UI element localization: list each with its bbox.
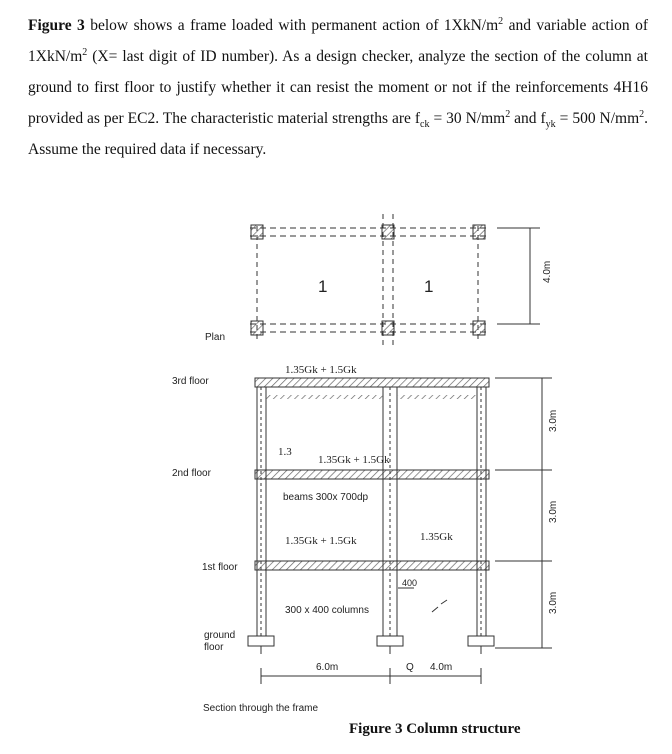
question-part: (X= last digit of ID number). As a design checker, analyze the section of the column at ground to first floor to justify whether it can resist the moment or not if the reinforcements 4H16 provided as per EC2. The characteristic material strengths are f bbox=[28, 48, 648, 127]
section-caption: Section through the frame bbox=[203, 703, 319, 714]
superscript: 2 bbox=[82, 46, 88, 58]
question-part: and f bbox=[510, 110, 546, 127]
floor-label-3rd: 3rd floor bbox=[172, 376, 209, 387]
load-low-left: 1.35Gk + 1.5Gk bbox=[285, 535, 357, 547]
load-mid: 1.35Gk + 1.5Gk bbox=[318, 454, 390, 466]
storey-dim-1: 3.0m bbox=[548, 409, 559, 432]
foundation-middle bbox=[377, 636, 403, 646]
storey-dim-2: 3.0m bbox=[548, 500, 559, 523]
plan-label: Plan bbox=[205, 332, 226, 343]
storey-dim-3: 3.0m bbox=[548, 591, 559, 614]
slab-strip bbox=[266, 395, 383, 399]
load-top: 1.35Gk + 1.5Gk bbox=[285, 364, 357, 376]
floor-label-2nd: 2nd floor bbox=[172, 468, 211, 479]
beam-3rd-floor bbox=[255, 378, 489, 387]
point-label: Q bbox=[406, 662, 414, 673]
plan-mark-right: 1 bbox=[424, 277, 434, 296]
plan-column bbox=[251, 321, 263, 335]
question-part: = 30 N/mm bbox=[429, 110, 506, 127]
superscript: 2 bbox=[505, 108, 511, 120]
question-part: and variable action of 1XkN/m bbox=[28, 17, 648, 65]
beam-1st-floor bbox=[255, 561, 489, 570]
section-view bbox=[248, 378, 552, 684]
plan-column bbox=[251, 225, 263, 239]
columns-label: 300 x 400 columns bbox=[285, 605, 369, 616]
question-part: = 500 N/mm bbox=[555, 110, 640, 127]
plan-mark-left: 1 bbox=[318, 277, 328, 296]
superscript: 2 bbox=[498, 15, 504, 27]
foundation-left bbox=[248, 636, 274, 646]
small-label: 1.3 bbox=[278, 446, 292, 458]
plan-column bbox=[382, 225, 394, 239]
plan-view bbox=[250, 214, 540, 346]
floor-label-ground-1: ground bbox=[204, 630, 236, 641]
plan-dimension: 4.0m bbox=[542, 260, 553, 283]
figure-caption: Figure 3 Column structure bbox=[349, 721, 521, 737]
span-left-label: 6.0m bbox=[316, 662, 339, 673]
subscript: yk bbox=[545, 119, 556, 131]
superscript: 2 bbox=[639, 108, 645, 120]
span-right-label: 4.0m bbox=[430, 662, 453, 673]
floor-label-ground-2: floor bbox=[204, 642, 224, 653]
subscript: ck bbox=[420, 119, 430, 131]
slab-strip bbox=[397, 395, 477, 399]
beams-label: beams 300x 700dp bbox=[283, 492, 369, 503]
load-arrow bbox=[432, 600, 447, 612]
floor-label-1st: 1st floor bbox=[202, 562, 238, 573]
foundation-right bbox=[468, 636, 494, 646]
plan-column bbox=[473, 225, 485, 239]
load-low-right: 1.35Gk bbox=[420, 531, 453, 543]
plan-column bbox=[382, 321, 394, 335]
figure-ref: Figure 3 bbox=[28, 17, 85, 34]
beam-2nd-floor bbox=[255, 470, 489, 479]
col-dim-label: 400 bbox=[402, 578, 418, 588]
plan-column bbox=[473, 321, 485, 335]
question-part: below shows a frame loaded with permanent action of 1XkN/m bbox=[84, 17, 499, 34]
question-part: . Assume the required data if necessary. bbox=[28, 110, 649, 158]
